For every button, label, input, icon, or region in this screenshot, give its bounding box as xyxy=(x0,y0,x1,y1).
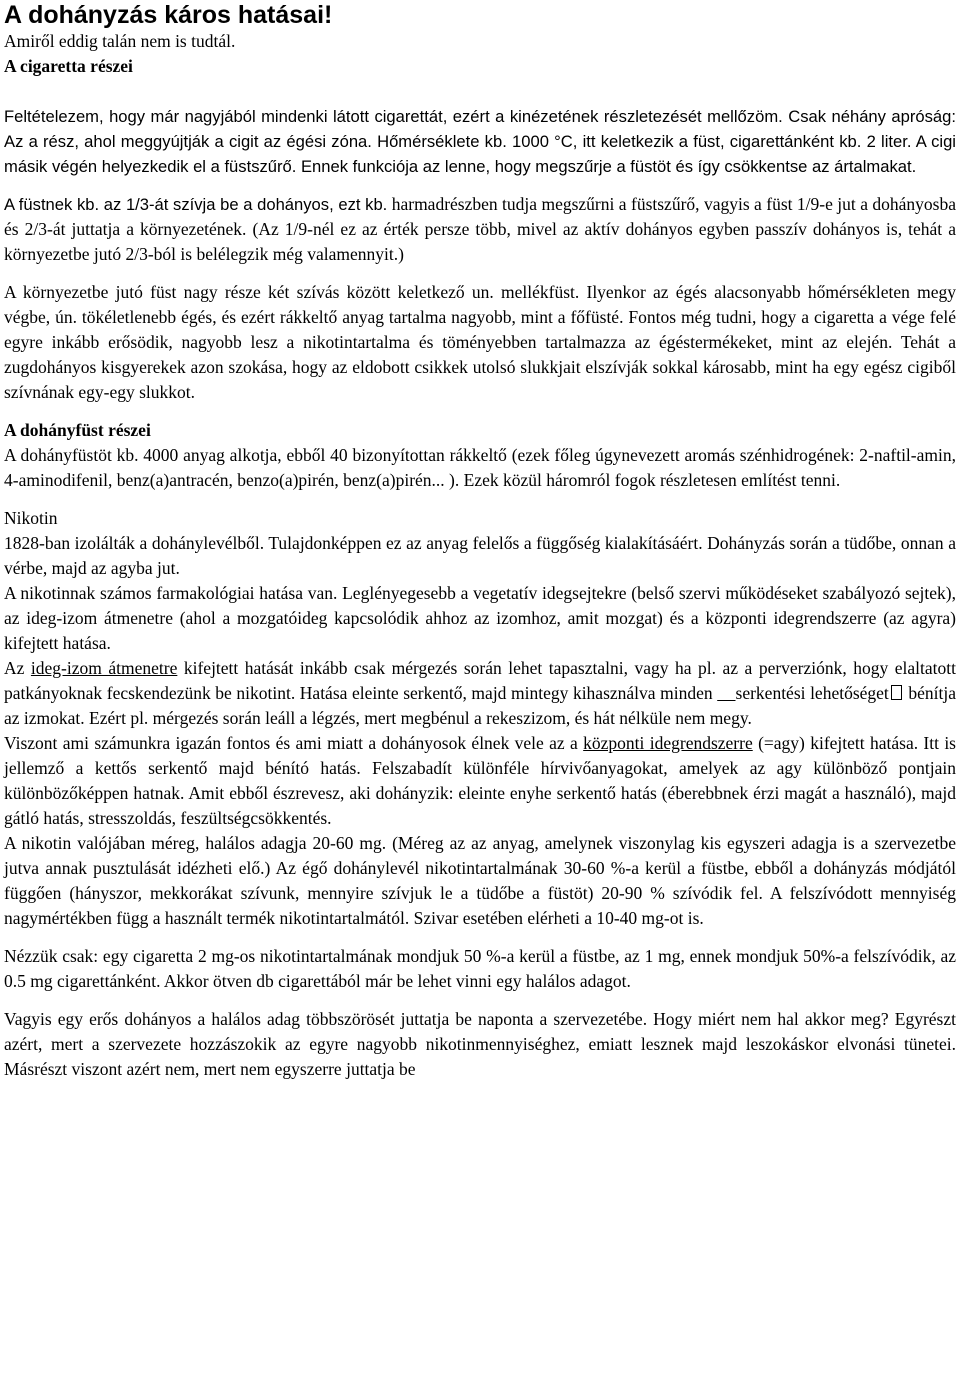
text-run: (=agy) kifejtett hatása. Itt is jellemző a kettős serkentő majd bénító hatás. Felszabadít különféle hírvivőanyagokat, amelyek az agy különböző pontjain különbözőképpen hatnak. Amit ebből észrevesz, aki dohányzik: eleinte enyhe serkentő hatás (éberebbnek érzi magát a használó), majd gátló hatás, stresszoldás, feszültségcsökkentés. xyxy=(4,733,956,828)
spacer xyxy=(4,931,956,944)
text-run: Viszont ami számunkra igazán fontos és ami miatt a dohányosok élnek vele az a xyxy=(4,733,584,753)
paragraph-smoke-fraction xyxy=(4,192,956,267)
paragraph-nicotine-isolation: 1828-ban izolálták a dohánylevélből. Tulajdonképpen ez az anyag felelős a függőség kialakításáért. Dohányzás során a tüdőbe, onnan a vérbe, majd az agyba jut. xyxy=(4,533,956,578)
paragraph-smoke-fraction-sans: A füstnek kb. az 1/3-át szívja be a dohányos, ezt kb. xyxy=(4,195,388,214)
paragraph-nicotine-poison: A nikotin valójában méreg, halálos adagja 20-60 mg. (Méreg az az anyag, amelynek viszonylag kis egyszeri adagja is a szervezetbe jutva annak pusztulását idézheti elő.) Az égő dohánylevél nikotintartalmának 30-60 %-a kerül a füstbe, ebből a dohányzás módjától függően (hányszor, mekkorákat szívunk, mennyire szívjuk le a tüdőbe a füstöt) 20-90 % szívódik fel. A felszívódott mennyiség nagymértékben függ a használt termék nikotintartalmától. Szivar esetében elérheti a 10-40 mg-ot is. xyxy=(4,833,956,928)
paragraph-nicotine-pharmacology: A nikotinnak számos farmakológiai hatása van. Leglényegesebb a vegetatív idegsejtekre (belső szervi működéseket szabályozó sejtek), az ideg-izom átmenetre (ahol a mozgatóideg kapcsolódik ahhoz az izomhoz, amit mozgat) és a központi idegrendszerre (az agyra) kifejtett hatása. xyxy=(4,583,956,653)
paragraph-cigarette-intro: Feltételezem, hogy már nagyjából mindenki látott cigarettát, ezért a kinézetének részletezését mellőzöm. Csak néhány apróság: Az a rész, ahol meggyújtják a cigit az égési zóna. Hőmérséklete kb. 1000 °C, itt keletkezik a füst, cigarettánként kb. 2 liter. A cigi másik végén helyezkedik el a füstszűrő. Ennek funkciója az lenne, hogy megszűrje a füstöt és így csökkentse az ártalmakat. xyxy=(4,107,956,176)
spacer xyxy=(4,493,956,506)
spacer xyxy=(4,79,956,104)
paragraph-heavy-smoker: Vagyis egy erős dohányos a halálos adag többszörösét juttatja be naponta a szervezetébe. Hogy miért nem hal akkor meg? Egyrészt azért, mert a szervezete hozzászokik az egyre nagyobb nikotinmennyiséghez, emiatt lesznek majd leszokáskor elvonási tünetei. Másrészt viszont azért nem, mert nem egyszerre juttatja be xyxy=(4,1009,956,1079)
paragraph-side-smoke: A környezetbe jutó füst nagy része két szívás között keletkező un. mellékfüst. Ilyenkor az égés alacsonyabb hőmérsékleten megy végbe, ún. tökéletlenebb égés, és ezért rákkeltő anyag tartalma nagyobb, mint a főfüsté. Fontos még tudni, hogy a cigaretta a vége felé egyre inkább erősödik, nagyobb lesz a nikotintartalma és töményebben tartalmazza az égéstermékeket, mint az elején. Tehát a zugdohányos kisgyerekek azon szokása, hogy az eldobott csikkek utolsó slukkjait elszívják sokkal károsabb, mint ha egy egész cigiből szívnának egy-egy slukkot. xyxy=(4,282,956,402)
paragraph-nicotine-cns xyxy=(4,731,956,831)
link-central-nervous-system[interactable]: központi idegrendszerre xyxy=(583,733,753,753)
paragraph-nicotine-neuromuscular xyxy=(4,656,956,731)
link-neuromuscular-junction[interactable]: ideg-izom átmenetre xyxy=(30,658,178,678)
spacer xyxy=(4,405,956,418)
subtitle: Amiről eddig talán nem is tudtál. xyxy=(4,31,236,51)
spacer xyxy=(4,179,956,192)
section-heading-smoke-parts: A dohányfüst részei xyxy=(4,420,151,440)
missing-glyph-box xyxy=(891,685,902,700)
text-run: serkentési lehetőséget xyxy=(735,683,889,703)
page-title: A dohányzás káros hatásai! xyxy=(4,1,333,29)
text-run: kifejtett hatását inkább csak mérgezés során lehet tapasztalni, vagy ha pl. az a perverziónk, hogy elaltatott patkányoknak fecskendezünk be nikotint. Hatása eleinte serkentő, majd mintegy kihasználva minden xyxy=(4,658,956,703)
text-run: Az xyxy=(4,658,31,678)
paragraph-smoke-composition: A dohányfüstöt kb. 4000 anyag alkotja, ebből 40 bizonyítottan rákkeltő (ezek főleg úgynevezett aromás szénhidrogének: 2-naftil-amin, 4-aminodifenil, benz(a)antracén, benzo(a)pirén, benz(a)pirén... ). Ezek közül háromról fogok részletesen említést tenni. xyxy=(4,445,956,490)
paragraph-smoke-fraction-rest: harmadrészben tudja megszűrni a füstszűrő, vagyis a füst 1/9-e jut a dohányosba és 2/3-át juttatja a környezetének. (Az 1/9-nél ez az érték persze több, mivel az aktív dohányos egyben passzív dohányos is, tehát a környezetbe jutó 2/3-ból is belélegzik még valamennyit.) xyxy=(4,194,956,264)
paragraph-nicotine-calculation: Nézzük csak: egy cigaretta 2 mg-os nikotintartalmának mondjuk 50 %-a kerül a füstbe, az 1 mg, ennek mondjuk 50%-a felszívódik, az 0.5 mg cigarettánként. Akkor ötven db cigarettából már be lehet vinni egy halálos adagot. xyxy=(4,946,956,991)
section-heading-nicotine: Nikotin xyxy=(4,508,58,528)
blank-underline xyxy=(717,683,735,703)
spacer xyxy=(4,994,956,1007)
text-run: bénítja az izmokat. Ezért pl. mérgezés során leáll a légzés, mert megbénul a rekeszizom, és hát nélküle nem megy. xyxy=(4,683,956,728)
section-heading-cigarette-parts: A cigaretta részei xyxy=(4,56,133,76)
spacer xyxy=(4,267,956,280)
